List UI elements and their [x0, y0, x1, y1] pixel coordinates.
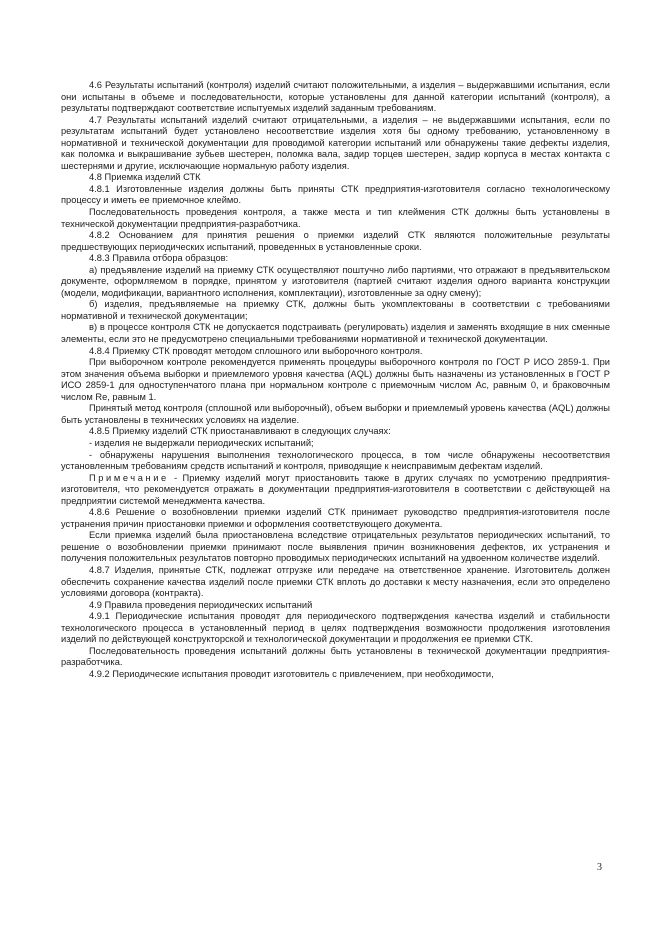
paragraph-4-8-2: 4.8.2 Основанием для принятия решения о приемки изделий СТК являются положительные результаты предшествующих периодических испытаний, проведенных в установленные сроки.	[61, 230, 610, 252]
section-heading-4-9: 4.9 Правила проведения периодических испытаний	[89, 599, 313, 610]
paragraph-test-sequence: Последовательность проведения испытаний должны быть установлены в технической документации предприятия-разработчика.	[61, 645, 610, 668]
paragraph-4-8-7: 4.8.7 Изделия, принятые СТК, подлежат отгрузке или передаче на ответственное хранение. Изготовитель должен обеспечить сохранение качества изделий после приемки СТК вплоть до доставки к месту назначения, если это определено условиями договора (контракта).	[61, 564, 610, 599]
page-number: 3	[597, 862, 602, 873]
paragraph-4-8-4: 4.8.4 Приемку СТК проводят методом сплошного или выборочного контроля.	[89, 345, 423, 356]
list-item-not-passed: - изделия не выдержали периодических испытаний;	[89, 437, 314, 448]
paragraph-4-9-1: 4.9.1 Периодические испытания проводят для периодического подтверждения качества изделий и стабильности технологического процесса в установленный период в целях подтверждения возможности продолжения изготовления изделий по действующей конструкторской и технологической документации и продолжения ее приемки СТК.	[61, 611, 610, 645]
list-item-b: б) изделия, предъявляемые на приемку СТК, должны быть укомплектованы в соответствии с требованиями нормативной и технической документации;	[61, 299, 610, 321]
paragraph-control-method: Принятый метод контроля (сплошной или выборочный), объем выборки и приемлемый уровень качества (AQL) должны быть установлены в технических условиях на изделие.	[61, 403, 610, 425]
paragraph-4-6: 4.6 Результаты испытаний (контроля) изделий считают положительными, а изделия – выдержавшими испытания, если они испытаны в объеме и последовательности, которые установлены для данной категории испытаний (контроля), а результаты подтверждают соответствие испытуемых изделий заданным требованиям.	[61, 80, 610, 114]
list-item-a: а) предъявление изделий на приемку СТК осуществляют поштучно либо партиями, что отражают в предъявительском документе, оформляемом в порядке, принятом у изготовителя (партией считают изделия одного варианта конструкции (модели, модификации, вариантного исполнения, комплектации), изготовленные за одну смену);	[61, 264, 610, 298]
list-item-violations: - обнаружены нарушения выполнения технологического процесса, в том числе обнаружены несоответствия установленным требованиям средств испытаний и контроля, приводящие к неисправимым дефектам изделий.	[61, 449, 610, 472]
paragraph-4-7: 4.7 Результаты испытаний изделий считают отрицательными, а изделия – не выдержавшими испытания, если по результатам испытаний будет установлено несоответствие изделия хотя бы одному требованию, установленному в нормативной и технической документации для проводимой категории испытаний или обнаружены такие дефекты изделия, как поломка и выкрашивание зубьев шестерен, поломка вала, задир торцев шестерен, задир корпуса в местах контакта с шестернями и другие, исключающие нормальную работу изделия.	[61, 114, 610, 171]
paragraph-sampling-control: При выборочном контроле рекомендуется применять процедуры выборочного контроля по ГОСТ Р ИСО 2859-1. При этом значения объема выборки и приемлемого уровня качества (AQL) должны быть назначены из установленных в ГОСТ Р ИСО 2859-1 для одноступенчатого плана при нормальном контроле с приемочным числом Ac, равным 0, и браковочным числом Re, равным 1.	[61, 357, 610, 402]
paragraph-4-8-5: 4.8.5 Приемку изделий СТК приостанавливают в следующих случаях:	[89, 426, 391, 437]
note-text: Приемку изделий могут приостановить также в других случаях по усмотрению предприятия-изготовителя, что рекомендуется отражать в документации предприятия-изготовителя в соответствии с действующей на предприятии системой менеджмента качества.	[61, 472, 610, 506]
note-dash: -	[168, 472, 183, 483]
paragraph-resume-after-failure: Если приемка изделий была приостановлена вследствие отрицательных результатов периодических испытаний, то решение о возобновлении приемки принимают после выявления причин возникновения дефектов, их устранения и получения положительных результатов повторно проводимых периодических испытаний на удвоенном количестве изделий.	[61, 530, 610, 564]
paragraph-4-8-6: 4.8.6 Решение о возобновлении приемки изделий СТК принимает руководство предприятия-изготовителя после устранения причин приостановки приемки и оформления соответствующего документа.	[61, 507, 610, 529]
note-paragraph	[61, 473, 610, 508]
body-text	[61, 80, 610, 680]
paragraph-branding-sequence: Последовательность проведения контроля, а также места и тип клеймения СТК должны быть установлены в технической документации предприятия-разработчика.	[61, 207, 610, 229]
list-item-v: в) в процессе контроля СТК не допускается подстраивать (регулировать) изделия и заменять входящие в них сменные элементы, если это не предусмотрено специальными требованиями нормативной и технической документации.	[61, 322, 610, 345]
paragraph-4-8-3: 4.8.3 Правила отбора образцов:	[89, 253, 229, 264]
paragraph-4-8-1: 4.8.1 Изготовленные изделия должны быть приняты СТК предприятия-изготовителя согласно технологическому процессу и иметь ее приемочное клеймо.	[61, 183, 610, 206]
paragraph-4-9-2: 4.9.2 Периодические испытания проводит изготовитель с привлечением, при необходимости,	[89, 668, 494, 679]
section-heading-4-8: 4.8 Приемка изделий СТК	[89, 172, 201, 183]
note-label: Примечание	[89, 472, 169, 483]
